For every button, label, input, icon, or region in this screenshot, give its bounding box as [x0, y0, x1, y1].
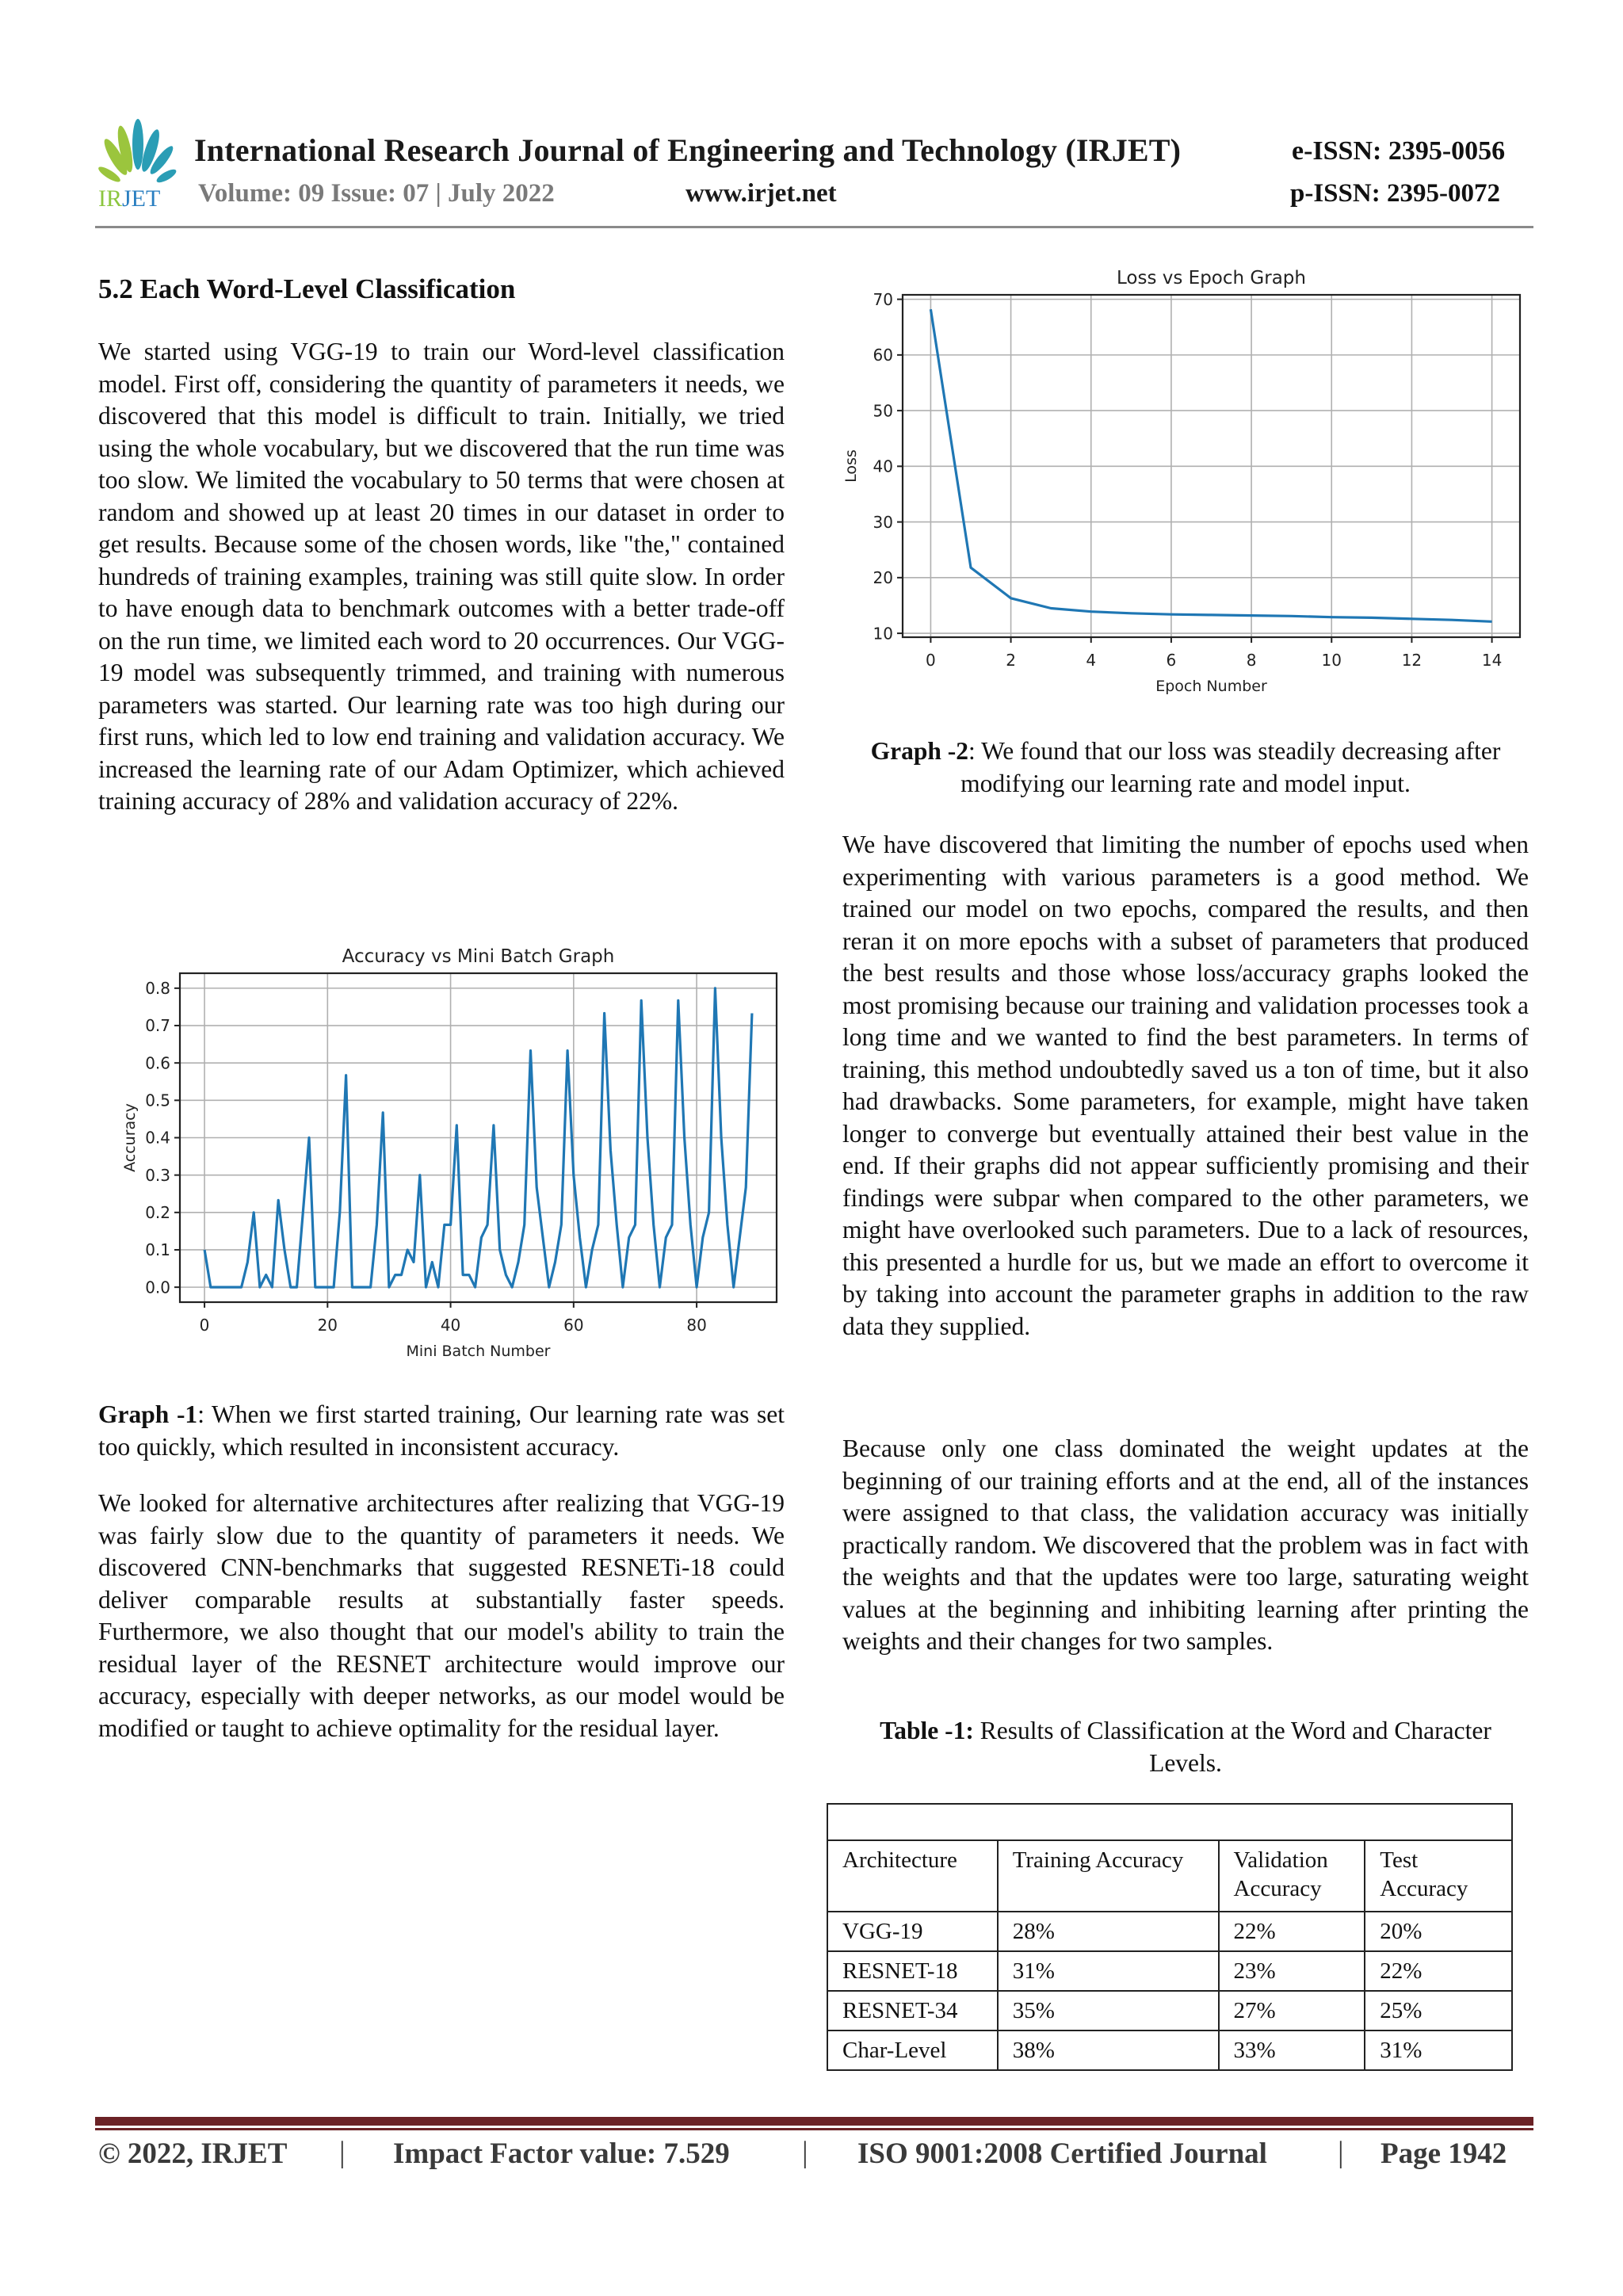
table-cell: 20%: [1365, 1912, 1512, 1951]
graph2-caption: [842, 735, 1529, 800]
accuracy-chart: [103, 926, 792, 1385]
results-table-wrapper: [827, 1803, 1513, 2071]
svg-text:0.5: 0.5: [145, 1091, 170, 1110]
table-caption-text: Results of Classification at the Word and Character Levels.: [973, 1717, 1491, 1777]
svg-text:80: 80: [686, 1316, 707, 1335]
paragraph-text: We have discovered that limiting the number of epochs used when experimenting with various parameters is a good method. We trained our model on two epochs, compared the results, and then reran it on more epochs with a subset of parameters that produced the best results and those whose loss/accuracy graphs looked the most promising because our training and validation processes took a long time and we wanted to find the best parameters. In terms of training, this method undoubtedly saved us a ton of time, but it also had drawbacks. Some parameters, for example, might have taken longer to converge but eventually attained their best value in the end. If their graphs did not appear sufficiently promising and their findings were subpar when compared to the other parameters, we might have overlooked such parameters. Due to a lack of resources, this presented a hurdle for us, but we made an effort to overcome it by taking into account the parameter graphs in addition to the raw data they supplied.: [842, 831, 1529, 1340]
graph1-caption: [98, 1399, 785, 1463]
footer-rule-thin: [95, 2128, 1533, 2130]
volume-issue: Volume: 09 Issue: 07 | July 2022: [198, 179, 555, 208]
svg-text:14: 14: [1481, 651, 1503, 670]
table-cell: 33%: [1219, 2030, 1365, 2070]
table-header-cell: Validation Accuracy: [1219, 1840, 1365, 1912]
left-paragraph-1: [98, 336, 785, 818]
accuracy-chart-svg: [103, 926, 792, 1385]
loss-chart: [824, 262, 1537, 721]
table-cell: 28%: [998, 1912, 1219, 1951]
p-issn: p-ISSN: 2395-0072: [1290, 179, 1500, 208]
table-cell: RESNET-34: [827, 1991, 998, 2030]
svg-text:0: 0: [199, 1316, 210, 1335]
journal-title: International Research Journal of Engineering and Technology (IRJET): [194, 132, 1182, 168]
right-paragraph-2: [842, 1433, 1529, 1658]
results-table: [827, 1803, 1513, 2071]
svg-text:60: 60: [873, 346, 893, 365]
table-header-cell: Training Accuracy: [998, 1840, 1219, 1912]
graph1-caption-text: : When we first started training, Our learning rate was set too quickly, which resulted in inconsistent accuracy.: [98, 1400, 785, 1461]
paragraph-text: We started using VGG-19 to train our Word-level classification model. First off, considering the quantity of parameters it needs, we discovered that this model is difficult to train. Initially, we tried using the whole vocabulary, but we discovered that the run time was too slow. We limited the vocabulary to 50 terms that were chosen at random and showed up at least 20 times in our dataset in order to get results. Because some of the chosen words, like "the," contained hundreds of training examples, training was still quite slow. In order to have enough data to benchmark outcomes with a better trade-off on the run time, we limited each word to 20 occurrences. Our VGG-19 model was subsequently trimmed, and training with numerous parameters was started. Our learning rate was too high during our first runs, which led to low end training and validation accuracy. We increased the learning rate of our Adam Optimizer, which achieved training accuracy of 28% and validation accuracy of 22%.: [98, 338, 785, 815]
table-cell: 35%: [998, 1991, 1219, 2030]
table-header-cell: Architecture: [827, 1840, 998, 1912]
table-cell: 22%: [1219, 1912, 1365, 1951]
table-row: [827, 1991, 1512, 2030]
svg-text:50: 50: [873, 401, 893, 421]
svg-text:Mini Batch Number: Mini Batch Number: [406, 1343, 551, 1360]
svg-text:10: 10: [873, 624, 893, 644]
logo-text: IRJET: [98, 185, 161, 212]
table-cell: RESNET-18: [827, 1951, 998, 1991]
svg-text:0.2: 0.2: [145, 1203, 170, 1223]
left-paragraph-2: [98, 1488, 785, 1744]
svg-text:0.4: 0.4: [145, 1128, 170, 1148]
svg-text:8: 8: [1246, 651, 1257, 670]
table-cell: 22%: [1365, 1951, 1512, 1991]
table-cell: 27%: [1219, 1991, 1365, 2030]
table-cell: 31%: [1365, 2030, 1512, 2070]
journal-website-link[interactable]: www.irjet.net: [685, 179, 837, 208]
svg-text:Loss vs Epoch Graph: Loss vs Epoch Graph: [1117, 268, 1306, 288]
table-caption-label: Table -1:: [880, 1717, 974, 1744]
table-header-cell: Test Accuracy: [1365, 1840, 1512, 1912]
svg-text:70: 70: [873, 289, 893, 309]
table-row: [827, 1951, 1512, 1991]
footer-impact-factor: Impact Factor value: 7.529: [393, 2137, 730, 2170]
svg-text:Loss: Loss: [842, 449, 860, 483]
svg-text:Epoch Number: Epoch Number: [1155, 678, 1267, 695]
table-cell: Char-Level: [827, 2030, 998, 2070]
graph2-caption-text: : We found that our loss was steadily decreasing after modifying our learning rate and model input.: [960, 737, 1501, 797]
svg-text:0.7: 0.7: [145, 1016, 170, 1036]
section-heading: 5.2 Each Word-Level Classification: [98, 273, 516, 304]
svg-text:0.3: 0.3: [145, 1165, 170, 1185]
table-cell: 38%: [998, 2030, 1219, 2070]
right-paragraph-1: [842, 829, 1529, 1343]
footer-separator: |: [339, 2136, 346, 2169]
paragraph-text: Because only one class dominated the weight updates at the beginning of our training efforts and at the end, all of the instances were assigned to that class, the validation accuracy was initially practically random. We discovered that the problem was in fact with the weights and that the updates were too large, saturating weight values at the beginning and inhibiting learning after printing the weights and their changes for two samples.: [842, 1435, 1529, 1655]
graph2-caption-label: Graph -2: [870, 737, 969, 765]
svg-text:Accuracy vs Mini Batch Graph: Accuracy vs Mini Batch Graph: [342, 946, 615, 967]
svg-text:4: 4: [1086, 651, 1097, 670]
table-cell: 25%: [1365, 1991, 1512, 2030]
svg-text:0.6: 0.6: [145, 1053, 170, 1073]
table-blank-row: [827, 1804, 1512, 1840]
footer-separator: |: [802, 2136, 808, 2169]
table-row: [827, 2030, 1512, 2070]
svg-text:0: 0: [926, 651, 936, 670]
svg-text:0.8: 0.8: [145, 979, 170, 999]
svg-text:2: 2: [1006, 651, 1016, 670]
footer-rule-thick: [95, 2117, 1533, 2126]
graph1-caption-label: Graph -1: [98, 1400, 198, 1428]
table-header-row: [827, 1840, 1512, 1912]
svg-text:Accuracy: Accuracy: [121, 1103, 139, 1172]
svg-text:60: 60: [563, 1316, 584, 1335]
svg-text:6: 6: [1166, 651, 1177, 670]
svg-text:40: 40: [873, 457, 893, 476]
paragraph-text: We looked for alternative architectures after realizing that VGG-19 was fairly slow due to the quantity of parameters it needs. We discovered CNN-benchmarks that suggested RESNETi-18 could deliver comparable results at substantially faster speeds. Furthermore, we also thought that our model's ability to train the residual layer of the RESNET architecture would improve our accuracy, especially with deeper networks, as our model would be modified or taught to achieve optimality for the residual layer.: [98, 1489, 785, 1742]
svg-text:12: 12: [1401, 651, 1423, 670]
svg-text:30: 30: [873, 512, 893, 532]
svg-text:10: 10: [1321, 651, 1342, 670]
e-issn: e-ISSN: 2395-0056: [1292, 136, 1506, 166]
table-cell: VGG-19: [827, 1912, 998, 1951]
svg-text:40: 40: [440, 1316, 461, 1335]
svg-text:20: 20: [873, 568, 893, 588]
footer-page-number: Page 1942: [1381, 2137, 1507, 2170]
header-divider: [95, 226, 1533, 228]
svg-text:0.0: 0.0: [145, 1278, 170, 1297]
svg-text:0.1: 0.1: [145, 1240, 170, 1260]
footer-iso: ISO 9001:2008 Certified Journal: [857, 2137, 1267, 2170]
table-cell: 31%: [998, 1951, 1219, 1991]
irjet-logo: [94, 117, 181, 212]
svg-text:20: 20: [317, 1316, 338, 1335]
loss-chart-svg: [824, 262, 1537, 721]
table-cell: 23%: [1219, 1951, 1365, 1991]
table-row: [827, 1912, 1512, 1951]
footer-copyright: © 2022, IRJET: [98, 2137, 288, 2170]
footer-separator: |: [1338, 2136, 1344, 2169]
table-caption: [842, 1715, 1529, 1779]
